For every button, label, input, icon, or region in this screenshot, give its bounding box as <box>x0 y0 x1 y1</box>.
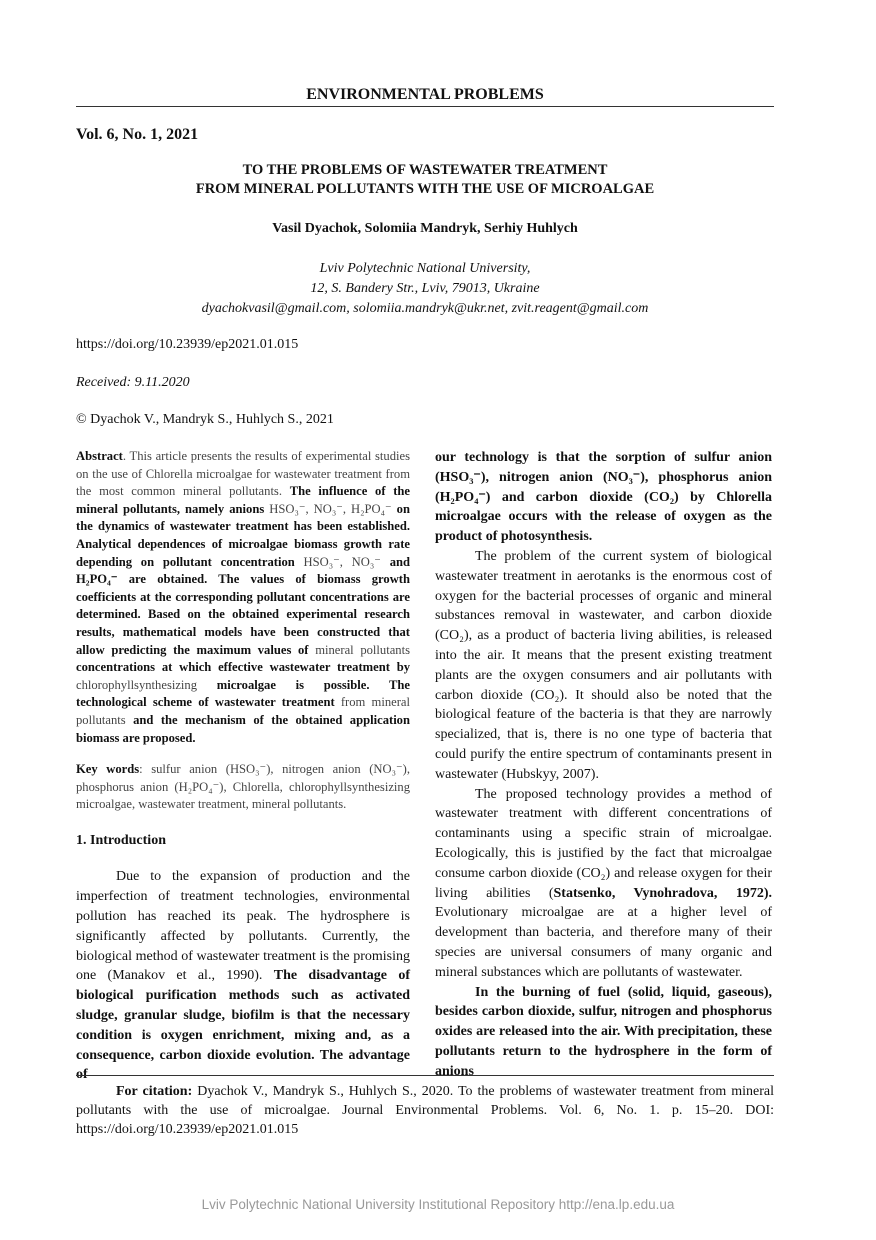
abstract-text: chlorophyllsynthesizing <box>76 677 198 692</box>
paragraph-continuation: our technology is that the sorption of sulfur anion (HSO₃⁻), nitrogen anion (NO₃⁻), phosphorus anion (H₂PO₄⁻) and carbon dioxide (CO₂) by Chlorella microalgae occurs with the release of oxygen as the product of photosynthesis. <box>435 450 772 545</box>
abstract <box>76 448 410 1085</box>
paragraph-text: Due to the expansion of production and the imperfection of treatment technologies, environmental pollution has reached its peak. The hydrosphere is significantly affected by pollutants. Currently, the biological method of wastewater treatment is the promising one (Manakov et al., 1990). <box>76 869 410 984</box>
abstract-text: mineral pollutants <box>315 642 410 657</box>
citation-box <box>76 1075 774 1139</box>
affiliation-line-1: Lviv Polytechnic National University, <box>319 261 531 276</box>
paragraph <box>76 867 410 1085</box>
formula: HSO₃⁻, NO₃⁻, H₂PO₄⁻ <box>269 501 392 516</box>
journal-header: ENVIRONMENTAL PROBLEMS <box>76 86 774 107</box>
title-line-2: FROM MINERAL POLLUTANTS WITH THE USE OF MICROALGAE <box>195 181 655 197</box>
paragraph-text: The disadvantage of biological purification methods such as activated sludge, granular sludge, biofilm is that the necessary condition is oxygen enrichment, mixing and, as a consequence, carbon dioxide evolution. The advantage of <box>76 968 410 1083</box>
abstract-text: microalgae is possible. The technological scheme of wastewater treatment <box>76 677 410 710</box>
abstract-text: concentrations at which effective wastewater treatment by <box>76 660 410 675</box>
section-heading: 1. Introduction <box>76 832 166 848</box>
doi-link[interactable]: https://doi.org/10.23939/ep2021.01.015 <box>76 337 299 352</box>
repository-footer: Lviv Polytechnic National University Institutional Repository http://ena.lp.edu.ua <box>201 1197 675 1212</box>
citation-label: For citation: <box>116 1084 193 1099</box>
keywords-text: : sulfur anion (HSO₃⁻), nitrogen anion (NO₃⁻), phosphorus anion (H₂PO₄⁻), Chlorella, chlorophyllsynthesizing microalgae, wastewater treatment, mineral pollutants. <box>76 762 410 812</box>
title-line-1: TO THE PROBLEMS OF WASTEWATER TREATMENT <box>242 162 608 178</box>
abstract-text: on the dynamics of wastewater treatment has been established. Analytical dependences of microalgae biomass growth rate depending on pollutant concentration <box>76 501 410 569</box>
received-date: Received: 9.11.2020 <box>76 375 190 390</box>
keywords-label: Key words <box>76 762 140 777</box>
abstract-text: from mineral pollutants <box>76 695 410 727</box>
author-emails[interactable]: dyachokvasil@gmail.com, solomiia.mandryk@ukr.net, zvit.reagent@gmail.com <box>201 301 649 316</box>
volume-info: Vol. 6, No. 1, 2021 <box>76 126 199 143</box>
citation-text: Dyachok V., Mandryk S., Huhlych S., 2020. To the problems of wastewater treatment from mineral pollutants with the use of microalgae. Journal Environmental Problems. Vol. 6, No. 1. p. 15–20. DOI: https://doi.org/10.23939/ep2021.01.015 <box>76 1084 774 1137</box>
authors: Vasil Dyachok, Solomiia Mandryk, Serhiy Huhlych <box>272 221 578 236</box>
abstract-text: The influence of the mineral pollutants, namely anions <box>76 484 410 516</box>
paragraph <box>435 785 772 983</box>
affiliation-line-2: 12, S. Bandery Str., Lviv, 79013, Ukraine <box>310 281 540 296</box>
formula: HSO₃⁻, NO₃⁻ <box>303 554 381 569</box>
abstract-text: and the mechanism of the obtained application biomass are proposed. <box>76 712 410 745</box>
paper-title <box>76 161 774 199</box>
paragraph-text: The proposed technology provides a method of wastewater treatment with different concentrations of contaminants using a specific strain of microalgae. Ecologically, this is justified by the fact that microalgae consume carbon dioxide (CO₂) and release oxygen for their living abilities ( <box>435 786 772 901</box>
copyright: © Dyachok V., Mandryk S., Huhlych S., 2021 <box>76 412 334 427</box>
paragraph: In the burning of fuel (solid, liquid, gaseous), besides carbon dioxide, sulfur, nitrogen and phosphorus oxides are released into the air. With precipitation, these pollutants return to the hydrosphere in the form of anions <box>435 984 772 1079</box>
right-column <box>435 448 772 1082</box>
abstract-text: . This article presents the results of experimental studies on the use of Chlorella microalgae for wastewater treatment from the most common mineral pollutants. <box>76 449 410 499</box>
abstract-text: and H₂PO₄⁻ are obtained. The values of biomass growth coefficients at the corresponding pollutant concentrations are determined. Based on the obtained experimental research results, mathematical models have been constructed that allow predicting the maximum values of <box>76 554 410 657</box>
paragraph: The problem of the current system of biological wastewater treatment in aerotanks is the enormous cost of oxygen for the bacterial processes of organic and mineral substances removal in wastewater, and carbon dioxide (CO₂), as a product of bacteria living abilities, is released into the air. It means that the present existing treatment plants are the oxygen consumers and air pollutants with carbon dioxide (CO₂). It should also be noted that the biological feature of the bacteria is that they are narrowly specialized, that is, there is no one type of bacteria that could purify the entire spectrum of contaminants present in wastewater (Hubskyy, 2007). <box>435 548 772 782</box>
paragraph-text: Evolutionary microalgae are at a higher level of development than bacteria, and therefore many of their species are universal consumers of many organic and mineral substances which are pollutants of wastewater. <box>435 905 772 980</box>
abstract-label: Abstract <box>76 449 123 463</box>
citation-ref: Statsenko, Vynohradova, 1972). <box>553 885 772 901</box>
keywords <box>76 761 410 814</box>
affiliation <box>76 259 774 319</box>
